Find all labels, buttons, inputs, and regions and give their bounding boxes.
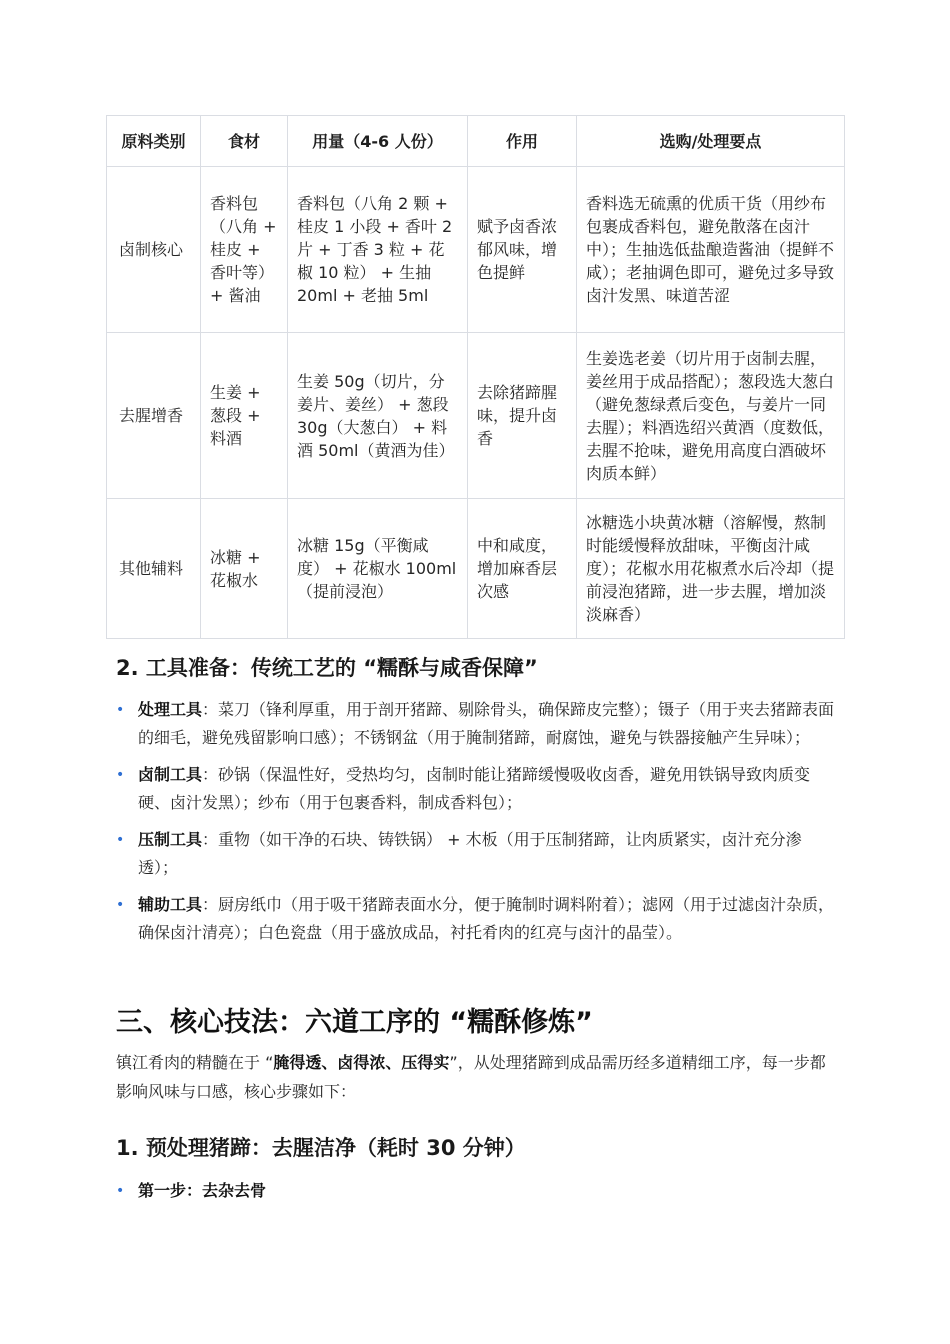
table-row [107,167,845,333]
table-cell-purpose: 赋予卤香浓郁风味，增色提鲜 [468,167,577,333]
table-cell-category: 去腥增香 [107,333,201,499]
section-intro [116,1048,840,1106]
table-cell-amount: 冰糖 15g（平衡咸度） + 花椒水 100ml（提前浸泡） [288,499,468,639]
list-item-text: ：砂锅（保温性好，受热均匀，卤制时能让猪蹄缓慢吸收卤香，避免用铁锅导致肉质变硬、卤汁发黑）；纱布（用于包裹香料，制成香料包）； [138,765,811,812]
column-header: 食材 [201,116,288,167]
step1-heading: 1. 预处理猪蹄：去腥洁净（耗时 30 分钟） [116,1136,526,1160]
list-item-label: 处理工具 [138,700,203,719]
tools-list [116,696,836,956]
table-cell-ingredient: 生姜 + 葱段 + 料酒 [201,333,288,499]
section-title: 三、核心技法：六道工序的 “糯酥修炼” [116,1007,593,1038]
column-header: 选购/处理要点 [577,116,845,167]
list-item [116,826,836,882]
table-cell-tips: 冰糖选小块黄冰糖（溶解慢，熬制时能缓慢释放甜味，平衡卤汁咸度）；花椒水用花椒煮水后冷却（提前浸泡猪蹄，进一步去腥，增加淡淡麻香） [577,499,845,639]
bullet-icon: • [116,897,125,913]
intro-emphasis: 腌得透、卤得浓、压得实 [273,1053,450,1072]
column-header: 作用 [468,116,577,167]
column-header: 原料类别 [107,116,201,167]
bullet-icon: • [116,1183,125,1199]
intro-text-start: 镇江肴肉的精髓在于 “ [116,1053,274,1072]
step1-list [116,1177,836,1214]
table-cell-category: 卤制核心 [107,167,201,333]
table-header-row [107,116,845,167]
table-cell-purpose: 中和咸度，增加麻香层次感 [468,499,577,639]
list-item-text: ：重物（如干净的石块、铸铁锅） + 木板（用于压制猪蹄，让肉质紧实，卤汁充分渗透）； [138,830,802,877]
column-header: 用量（4-6 人份） [288,116,468,167]
table-cell-category: 其他辅料 [107,499,201,639]
table-cell-amount: 生姜 50g（切片，分姜片、姜丝） + 葱段 30g（大葱白） + 料酒 50ml（黄酒为佳） [288,333,468,499]
bullet-icon: • [116,832,125,848]
table-cell-ingredient: 冰糖 + 花椒水 [201,499,288,639]
list-item-label: 辅助工具 [138,895,203,914]
table-cell-ingredient: 香料包（八角 + 桂皮 + 香叶等）+ 酱油 [201,167,288,333]
list-item-label: 压制工具 [138,830,203,849]
table-cell-purpose: 去除猪蹄腥味，提升卤香 [468,333,577,499]
list-item-label: 卤制工具 [138,765,203,784]
table-cell-tips: 生姜选老姜（切片用于卤制去腥，姜丝用于成品搭配）；葱段选大葱白（避免葱绿煮后变色，与姜片一同去腥）；料酒选绍兴黄酒（度数低，去腥不抢味，避免用高度白酒破坏肉质本鲜） [577,333,845,499]
list-item [116,761,836,817]
list-item [116,891,836,947]
table-cell-tips: 香料选无硫熏的优质干货（用纱布包裹成香料包，避免散落在卤汁中）；生抽选低盐酿造酱油（提鲜不咸）；老抽调色即可，避免过多导致卤汁发黑、味道苦涩 [577,167,845,333]
ingredients-table [106,115,845,639]
list-item-text: ：厨房纸巾（用于吸干猪蹄表面水分，便于腌制时调料附着）；滤网（用于过滤卤汁杂质，确保卤汁清亮）；白色瓷盘（用于盛放成品，衬托肴肉的红亮与卤汁的晶莹）。 [138,895,835,942]
list-item-label: 第一步：去杂去骨 [138,1181,267,1200]
bullet-icon: • [116,767,125,783]
list-item-text: ：菜刀（锋利厚重，用于剖开猪蹄、剔除骨头，确保蹄皮完整）；镊子（用于夹去猪蹄表面的细毛，避免残留影响口感）；不锈钢盆（用于腌制猪蹄，耐腐蚀，避免与铁器接触产生异味）； [138,700,835,747]
table-row [107,333,845,499]
bullet-icon: • [116,702,125,718]
list-item [116,1177,836,1205]
tools-heading: 2. 工具准备：传统工艺的 “糯酥与咸香保障” [116,656,538,680]
table-cell-amount: 香料包（八角 2 颗 + 桂皮 1 小段 + 香叶 2 片 + 丁香 3 粒 + 花椒 10 粒） + 生抽 20ml + 老抽 5ml [288,167,468,333]
table-row [107,499,845,639]
intro-text-end: ”，从处理猪蹄到成品需历经多道精细工序，每一步都影响风味与口感，核心步骤如下： [116,1053,826,1101]
list-item [116,696,836,752]
